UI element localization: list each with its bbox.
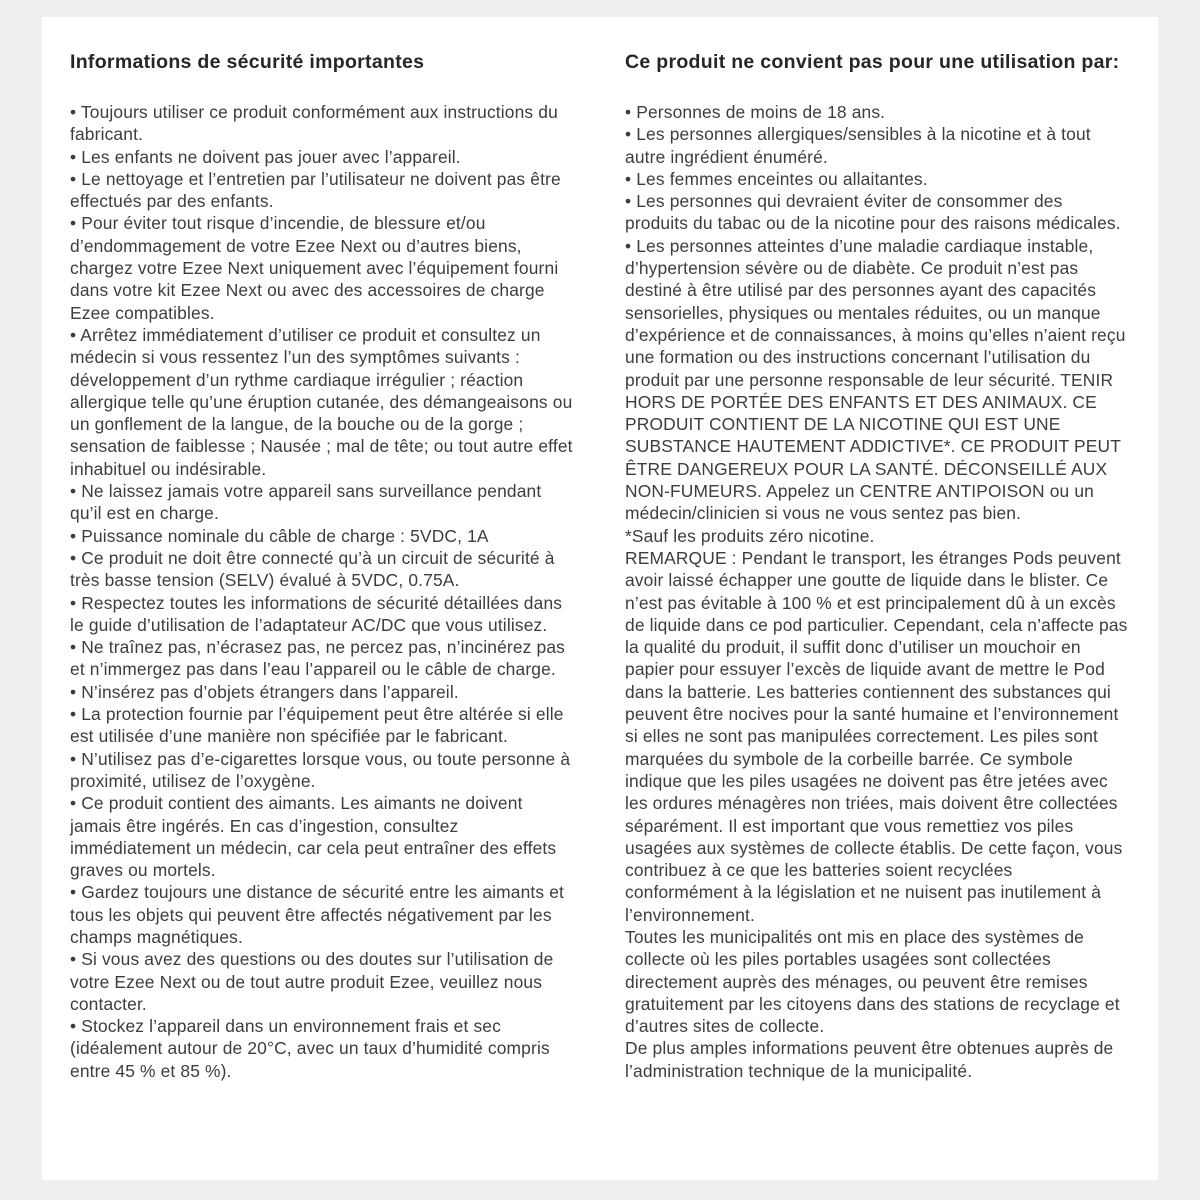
column-safety-information bbox=[70, 50, 575, 1150]
paragraph: De plus amples informations peuvent être obtenues auprès de l’administration technique de la municipalité. bbox=[625, 1038, 1114, 1081]
bullet-item: • Les personnes qui devraient éviter de consommer des produits du tabac ou de la nicotine pour des raisons médicales. bbox=[625, 191, 1121, 234]
bullet-item: • N’utilisez pas d’e-cigarettes lorsque vous, ou toute personne à proximité, utilisez de l’oxygène. bbox=[70, 748, 571, 791]
column-not-suitable-for bbox=[625, 50, 1130, 1150]
bullet-item: • Ne traînez pas, n’écrasez pas, ne percez pas, n’incinérez pas et n’immergez pas dans l’eau l’appareil ou le câble de charge. bbox=[70, 637, 566, 680]
bullet-item: • Les personnes atteintes d’une maladie cardiaque instable, d’hypertension sévère ou de diabète. Ce produit n’est pas destiné à être utilisé par des personnes ayant des capacités sensorielles, physiques ou mentales réduites, ou un manque d’expérience et de connaissances, à moins qu’elles n’aient reçu une formation ou des instructions concernant l’utilisation du produit par une personne responsable de leur sécurité. TENIR HORS DE PORTÉE DES ENFANTS ET DES ANIMAUX. CE PRODUIT CONTIENT DE LA NICOTINE QUI EST UNE SUBSTANCE HAUTEMENT ADDICTIVE*. CE PRODUIT PEUT ÊTRE DANGEREUX POUR LA SANTÉ. DÉCONSEILLÉ AUX NON-FUMEURS. Appelez un CENTRE ANTIPOISON ou un médecin/clinicien si vous ne vous sentez pas bien. bbox=[625, 235, 1126, 524]
bullet-item: • Ne laissez jamais votre appareil sans surveillance pendant qu’il est en charge. bbox=[70, 481, 542, 524]
paragraph: Toutes les municipalités ont mis en place des systèmes de collecte où les piles portables usagées sont collectées directement auprès des ménages, ou peuvent être remises gratuitement par les citoyens dans des stations de recyclage et d’autres sites de collecte. bbox=[625, 926, 1120, 1037]
bullet-item: • Personnes de moins de 18 ans. bbox=[625, 102, 886, 122]
bullet-item: • Si vous avez des questions ou des doutes sur l’utilisation de votre Ezee Next ou de tout autre produit Ezee, veuillez nous contacter. bbox=[70, 949, 554, 1014]
safety-info-items bbox=[70, 101, 575, 1082]
paragraph: *Sauf les produits zéro nicotine. bbox=[625, 525, 875, 546]
safety-leaflet-card bbox=[42, 17, 1158, 1180]
bullet-item: • Puissance nominale du câble de charge : 5VDC, 1A bbox=[70, 525, 489, 546]
bullet-item: • Ce produit ne doit être connecté qu’à un circuit de sécurité à très basse tension (SELV) évalué à 5VDC, 0.75A. bbox=[70, 547, 555, 591]
bullet-item: • Respectez toutes les informations de sécurité détaillées dans le guide d’utilisation de l’adaptateur AC/DC que vous utilisez. bbox=[70, 592, 563, 635]
bullet-item: • Pour éviter tout risque d’incendie, de blessure et/ou d’endommagement de votre Ezee Next ou d’autres biens, chargez votre Ezee Next uniquement avec l’équipement fourni dans votre kit Ezee Next ou avec des accessoires de charge Ezee compatibles. bbox=[70, 213, 559, 323]
bullet-item: • Les personnes allergiques/sensibles à la nicotine et à tout autre ingrédient énuméré. bbox=[625, 124, 1091, 167]
bullet-item: • N’insérez pas d’objets étrangers dans l’appareil. bbox=[70, 681, 459, 702]
bullet-item: • Les femmes enceintes ou allaitantes. bbox=[625, 168, 928, 189]
bullet-item: • Stockez l’appareil dans un environnement frais et sec (idéalement autour de 20°C, avec un taux d’humidité compris entre 45 % et 85 %). bbox=[70, 1016, 550, 1081]
paragraph: REMARQUE : Pendant le transport, les étranges Pods peuvent avoir laissé échapper une goutte de liquide dans le blister. Ce n’est pas évitable à 100 % et est principalement dû à un excès de liquide dans ce pod particulier. Cependant, cela n’affecte pas la qualité du produit, il suffit donc d’utiliser un mouchoir en papier pour essuyer l’excès de liquide avant de mettre le Pod dans la batterie. Les batteries contiennent des substances qui peuvent être nocives pour la santé humaine et l’environnement si elles ne sont pas manipulées correctement. Les piles sont marquées du symbole de la corbeille barrée. Ce symbole indique que les piles usagées ne doivent pas être jetées avec les ordures ménagères non triées, mais doivent être collectées séparément. Il est important que vous remettiez vos piles usagées aux systèmes de collecte établis. De cette façon, vous contribuez à ce que les batteries soient recyclées conformément à la législation et ne nuisent pas inutilement à l’environnement. bbox=[625, 547, 1128, 925]
bullet-item: • Gardez toujours une distance de sécurité entre les aimants et tous les objets qui peuvent être affectés négativement par les champs magnétiques. bbox=[70, 882, 565, 947]
bullet-item: • Le nettoyage et l’entretien par l’utilisateur ne doivent pas être effectués par des enfants. bbox=[70, 168, 561, 212]
safety-info-heading: Informations de sécurité importantes bbox=[70, 51, 425, 73]
not-suitable-items bbox=[625, 101, 1130, 1082]
bullet-item: • Les enfants ne doivent pas jouer avec l’appareil. bbox=[70, 146, 461, 167]
bullet-item: • La protection fournie par l’équipement peut être altérée si elle est utilisée d’une manière non spécifiée par le fabricant. bbox=[70, 704, 564, 747]
bullet-item: • Toujours utiliser ce produit conformément aux instructions du fabricant. bbox=[70, 102, 558, 145]
not-suitable-heading: Ce produit ne convient pas pour une utilisation par: bbox=[625, 51, 1120, 73]
bullet-item: • Ce produit contient des aimants. Les aimants ne doivent jamais être ingérés. En cas d’ingestion, consultez immédiatement un médecin, car cela peut entraîner des effets graves ou mortels. bbox=[70, 793, 557, 881]
bullet-item: • Arrêtez immédiatement d’utiliser ce produit et consultez un médecin si vous ressentez l’un des symptômes suivants : développement d’un rythme cardiaque irrégulier ; réaction allergique telle qu’une éruption cutanée, des démangeaisons ou un gonflement de la langue, de la bouche ou de la gorge ; sensation de faiblesse ; Nausée ; mal de tête; ou tout autre effet inhabituel ou indésirable. bbox=[70, 324, 573, 479]
